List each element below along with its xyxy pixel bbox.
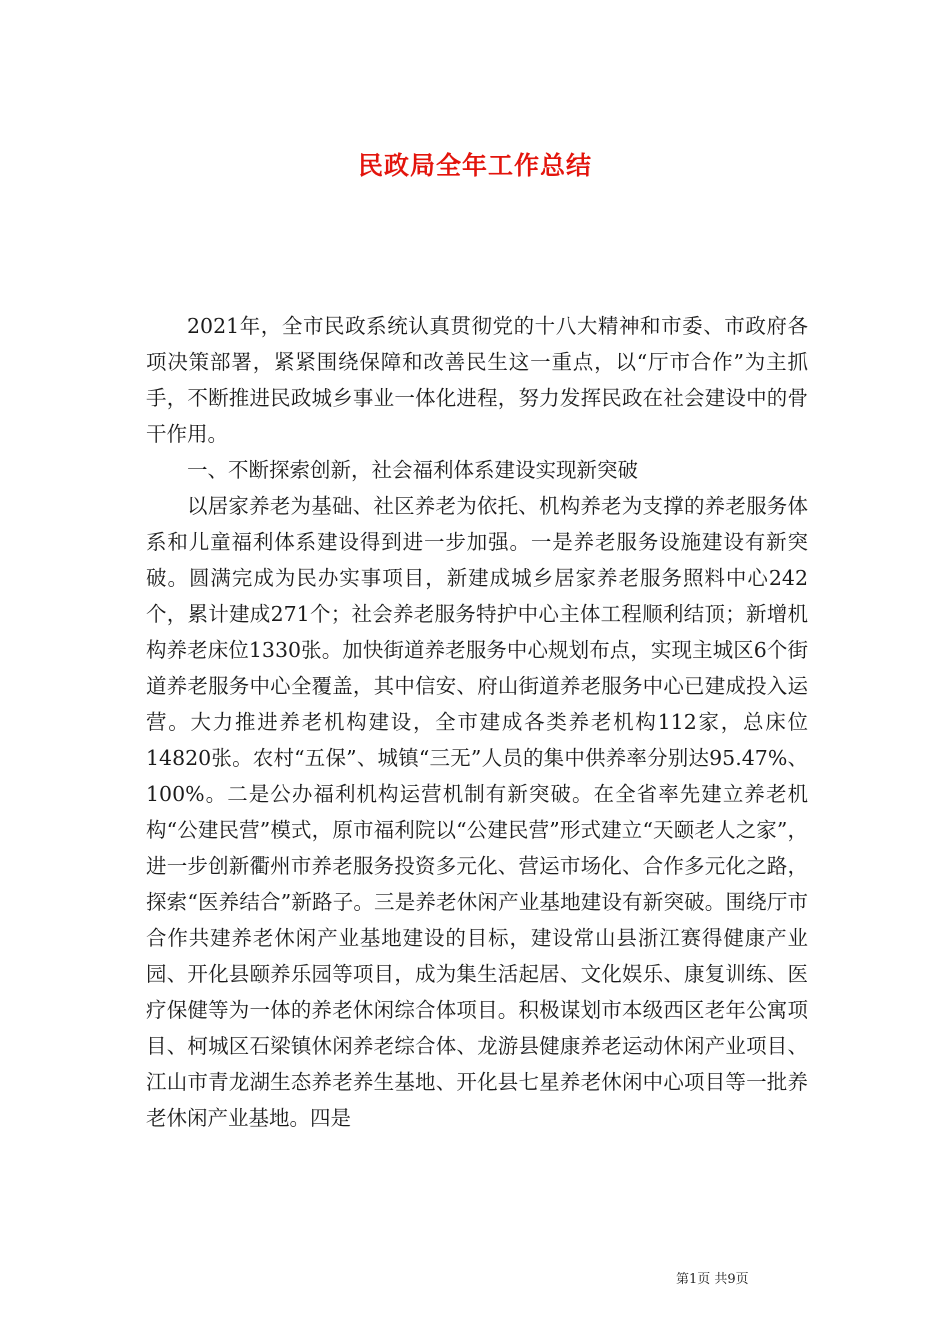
section-paragraph: 以居家养老为基础、社区养老为依托、机构养老为支撑的养老服务体系和儿童福利体系建设得到进一步加强。一是养老服务设施建设有新突破。圆满完成为民办实事项目，新建成城乡居家养老服务照料中心242个，累计建成271个；社会养老服务特护中心主体工程顺利结顶；新增机构养老床位1330张。加快街道养老服务中心规划布点，实现主城区6个街道养老服务中心全覆盖，其中信安、府山街道养老服务中心已建成投入运营。大力推进养老机构建设，全市建成各类养老机构112家，总床位14820张。农村“五保”、城镇“三无”人员的集中供养率分别达95.47%、100%。二是公办福利机构运营机制有新突破。在全省率先建立养老机构“公建民营”模式，原市福利院以“公建民营”形式建立“天颐老人之家”，进一步创新衢州市养老服务投资多元化、营运市场化、合作多元化之路，探索“医养结合”新路子。三是养老休闲产业基地建设有新突破。围绕厅市合作共建养老休闲产业基地建设的目标，建设常山县浙江赛得健康产业园、开化县颐养乐园等项目，成为集生活起居、文化娱乐、康复训练、医疗保健等为一体的养老休闲综合体项目。积极谋划市本级西区老年公寓项目、柯城区石梁镇休闲养老综合体、龙游县健康养老运动休闲产业项目、江山市青龙湖生态养老养生基地、开化县七星养老休闲中心项目等一批养老休闲产业基地。四是 [146,494,808,1130]
intro-paragraph: 2021年，全市民政系统认真贯彻党的十八大精神和市委、市政府各项决策部署，紧紧围绕保障和改善民生这一重点，以“厅市合作”为主抓手，不断推进民政城乡事业一体化进程，努力发挥民政在社会建设中的骨干作用。 [146,314,808,446]
document-title: 民政局全年工作总结 [357,150,592,180]
section-heading: 一、不断探索创新，社会福利体系建设实现新突破 [187,458,638,482]
page-number-footer: 第1页 共9页 [676,1272,749,1287]
document-body [146,308,808,1136]
